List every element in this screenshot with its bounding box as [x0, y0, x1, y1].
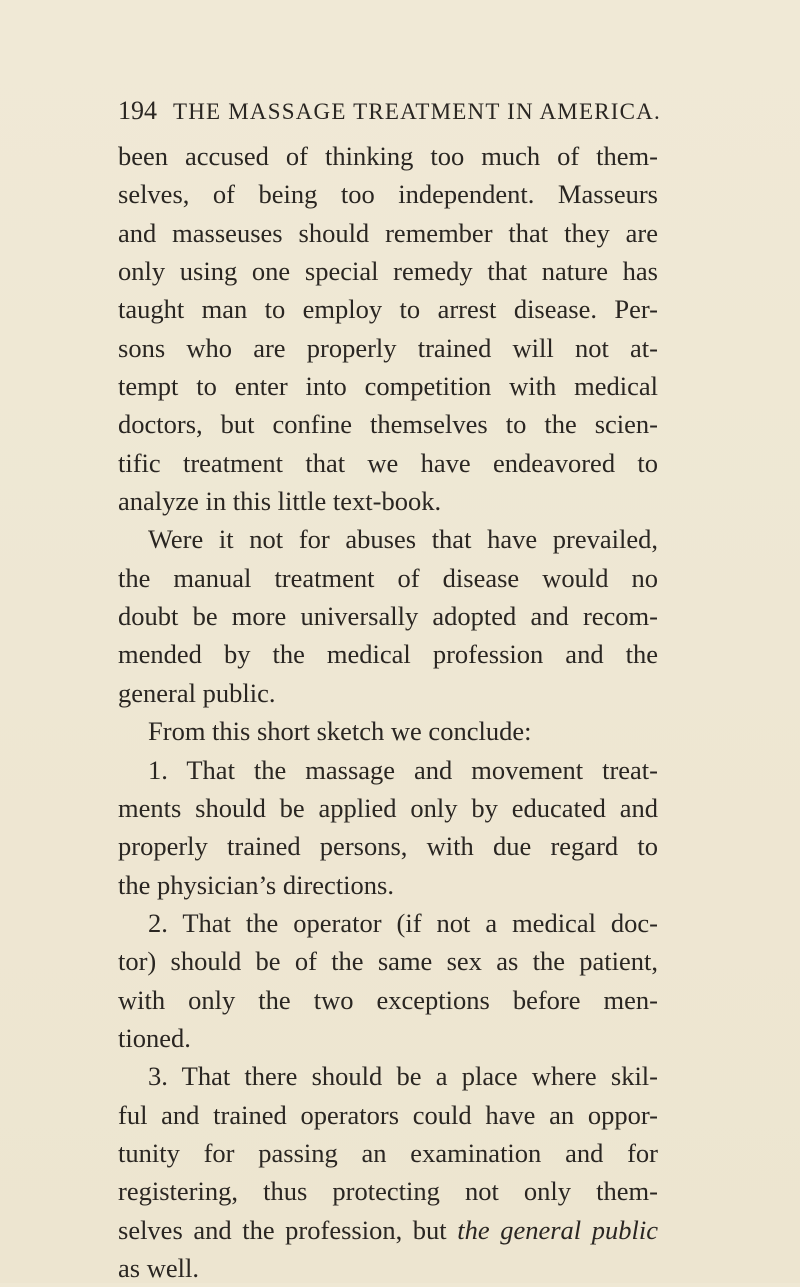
text-line: as well. — [118, 1252, 199, 1283]
text-line: registering, thus protecting not only them- — [118, 1176, 658, 1207]
text-line: the physician’s directions. — [118, 869, 394, 900]
text-line: doctors, but confine themselves to the scien- — [118, 409, 658, 440]
text-line: selves, of being too independent. Masseurs — [118, 179, 658, 210]
text-line: 3. That there should be a place where skil- — [148, 1061, 658, 1092]
text-line: general public. — [118, 677, 276, 708]
text-line: mended by the medical profession and the — [118, 639, 658, 670]
text-line: the manual treatment of disease would no — [118, 562, 658, 593]
running-head — [118, 96, 661, 132]
text-line: only using one special remedy that nature has — [118, 256, 658, 287]
text-line: and masseuses should remember that they are — [118, 217, 658, 248]
text-line: From this short sketch we conclude: — [148, 716, 532, 747]
body-text — [118, 137, 658, 1287]
text-line: tific treatment that we have endeavored to — [118, 447, 658, 478]
page-number: 194 — [118, 96, 157, 125]
text-line: tunity for passing an examination and for — [118, 1137, 658, 1168]
text-line: 2. That the operator (if not a medical doc- — [148, 907, 658, 938]
text-line: analyze in this little text-book. — [118, 486, 442, 517]
text-line: tioned. — [118, 1022, 191, 1053]
text-line: taught man to employ to arrest disease. Per- — [118, 294, 658, 325]
text-line: ful and trained operators could have an oppor- — [118, 1099, 658, 1130]
text-line: selves and the profession, but the general public — [118, 1214, 658, 1245]
text-line: tempt to enter into competition with medical — [118, 371, 658, 402]
text-line: sons who are properly trained will not at- — [118, 332, 658, 363]
text-line: with only the two exceptions before men- — [118, 984, 658, 1015]
text-line: properly trained persons, with due regard to — [118, 831, 658, 862]
text-line: Were it not for abuses that have prevailed, — [148, 524, 658, 555]
italic-phrase: the general public — [457, 1214, 658, 1245]
text-line: doubt be more universally adopted and recom- — [118, 601, 658, 632]
text-line: been accused of thinking too much of them- — [118, 141, 658, 171]
text-line: 1. That the massage and movement treat- — [148, 754, 658, 785]
text-line: ments should be applied only by educated and — [118, 792, 658, 823]
text-line: tor) should be of the same sex as the patient, — [118, 946, 658, 977]
running-title: THE MASSAGE TREATMENT IN AMERICA. — [173, 99, 661, 124]
